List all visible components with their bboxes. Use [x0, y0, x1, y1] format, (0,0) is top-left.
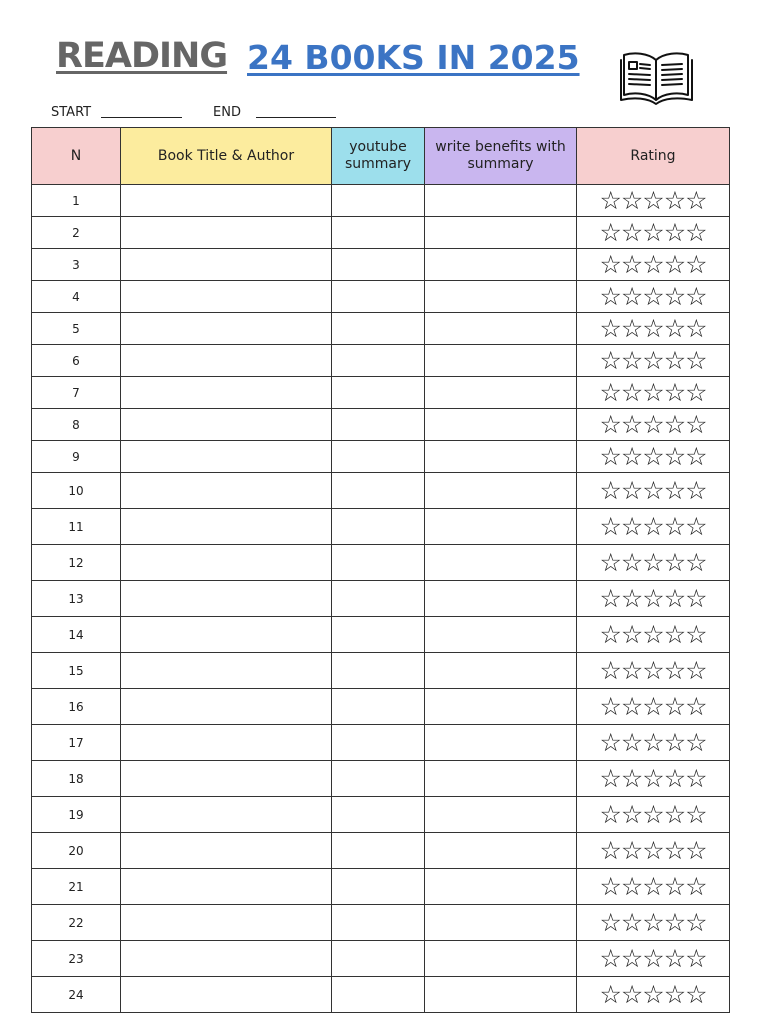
table-row: [32, 509, 730, 545]
row-number: 22: [32, 905, 121, 941]
youtube-summary-cell[interactable]: [332, 545, 425, 581]
row-number: 5: [32, 313, 121, 345]
table-row: [32, 217, 730, 249]
table-row: [32, 441, 730, 473]
table-row: [32, 249, 730, 281]
rating-stars[interactable]: ☆☆☆☆☆: [577, 725, 730, 761]
end-label: END: [213, 105, 241, 120]
book-title-author-cell[interactable]: [121, 941, 332, 977]
end-date-field[interactable]: [256, 117, 336, 118]
column-header-youtube-summary: youtube summary: [332, 128, 425, 185]
book-title-author-cell[interactable]: [121, 249, 332, 281]
benefits-summary-cell[interactable]: [425, 941, 577, 977]
benefits-summary-cell[interactable]: [425, 281, 577, 313]
rating-stars[interactable]: ☆☆☆☆☆: [577, 409, 730, 441]
book-title-author-cell[interactable]: [121, 689, 332, 725]
youtube-summary-cell[interactable]: [332, 313, 425, 345]
benefits-summary-cell[interactable]: [425, 833, 577, 869]
rating-stars[interactable]: ☆☆☆☆☆: [577, 689, 730, 725]
rating-stars[interactable]: ☆☆☆☆☆: [577, 545, 730, 581]
row-number: 9: [32, 441, 121, 473]
table-row: [32, 653, 730, 689]
benefits-summary-cell[interactable]: [425, 905, 577, 941]
row-number: 12: [32, 545, 121, 581]
book-title-author-cell[interactable]: [121, 345, 332, 377]
table-body: [32, 185, 730, 1013]
book-title-author-cell[interactable]: [121, 869, 332, 905]
benefits-summary-cell[interactable]: [425, 217, 577, 249]
row-number: 19: [32, 797, 121, 833]
start-date-field[interactable]: [101, 117, 182, 118]
title-goal: 24 B00KS IN 2025: [247, 38, 580, 77]
column-header-benefits: write benefits with summary: [425, 128, 577, 185]
youtube-summary-cell[interactable]: [332, 761, 425, 797]
rating-stars[interactable]: ☆☆☆☆☆: [577, 905, 730, 941]
book-title-author-cell[interactable]: [121, 281, 332, 313]
youtube-summary-cell[interactable]: [332, 689, 425, 725]
open-book-icon: [620, 48, 693, 108]
rating-stars[interactable]: ☆☆☆☆☆: [577, 345, 730, 377]
table-row: [32, 761, 730, 797]
youtube-summary-cell[interactable]: [332, 377, 425, 409]
book-title-author-cell[interactable]: [121, 761, 332, 797]
row-number: 1: [32, 185, 121, 217]
row-number: 4: [32, 281, 121, 313]
benefits-summary-cell[interactable]: [425, 725, 577, 761]
youtube-summary-cell[interactable]: [332, 941, 425, 977]
youtube-summary-cell[interactable]: [332, 473, 425, 509]
row-number: 14: [32, 617, 121, 653]
benefits-summary-cell[interactable]: [425, 377, 577, 409]
benefits-summary-cell[interactable]: [425, 581, 577, 617]
book-title-author-cell[interactable]: [121, 833, 332, 869]
rating-stars[interactable]: ☆☆☆☆☆: [577, 441, 730, 473]
book-title-author-cell[interactable]: [121, 185, 332, 217]
rating-stars[interactable]: ☆☆☆☆☆: [577, 473, 730, 509]
benefits-summary-cell[interactable]: [425, 977, 577, 1013]
benefits-summary-cell[interactable]: [425, 869, 577, 905]
table-row: [32, 409, 730, 441]
table-row: [32, 313, 730, 345]
youtube-summary-cell[interactable]: [332, 581, 425, 617]
book-title-author-cell[interactable]: [121, 905, 332, 941]
benefits-summary-cell[interactable]: [425, 689, 577, 725]
benefits-summary-cell[interactable]: [425, 473, 577, 509]
book-title-author-cell[interactable]: [121, 217, 332, 249]
table-row: [32, 689, 730, 725]
start-label: START: [51, 105, 92, 120]
book-title-author-cell[interactable]: [121, 509, 332, 545]
youtube-summary-cell[interactable]: [332, 185, 425, 217]
benefits-summary-cell[interactable]: [425, 441, 577, 473]
row-number: 20: [32, 833, 121, 869]
row-number: 23: [32, 941, 121, 977]
book-title-author-cell[interactable]: [121, 441, 332, 473]
rating-stars[interactable]: ☆☆☆☆☆: [577, 761, 730, 797]
table-row: [32, 977, 730, 1013]
benefits-summary-cell[interactable]: [425, 653, 577, 689]
row-number: 13: [32, 581, 121, 617]
youtube-summary-cell[interactable]: [332, 345, 425, 377]
table-header-row: [32, 128, 730, 185]
row-number: 10: [32, 473, 121, 509]
row-number: 16: [32, 689, 121, 725]
table-row: [32, 377, 730, 409]
book-title-author-cell[interactable]: [121, 977, 332, 1013]
rating-stars[interactable]: ☆☆☆☆☆: [577, 185, 730, 217]
youtube-summary-cell[interactable]: [332, 833, 425, 869]
youtube-summary-cell[interactable]: [332, 617, 425, 653]
row-number: 18: [32, 761, 121, 797]
row-number: 8: [32, 409, 121, 441]
benefits-summary-cell[interactable]: [425, 797, 577, 833]
benefits-summary-cell[interactable]: [425, 345, 577, 377]
rating-stars[interactable]: ☆☆☆☆☆: [577, 377, 730, 409]
youtube-summary-cell[interactable]: [332, 249, 425, 281]
table-row: [32, 725, 730, 761]
youtube-summary-cell[interactable]: [332, 797, 425, 833]
rating-stars[interactable]: ☆☆☆☆☆: [577, 581, 730, 617]
book-title-author-cell[interactable]: [121, 545, 332, 581]
table-row: [32, 345, 730, 377]
row-number: 3: [32, 249, 121, 281]
row-number: 15: [32, 653, 121, 689]
table-row: [32, 281, 730, 313]
benefits-summary-cell[interactable]: [425, 545, 577, 581]
youtube-summary-cell[interactable]: [332, 905, 425, 941]
row-number: 11: [32, 509, 121, 545]
youtube-summary-cell[interactable]: [332, 217, 425, 249]
row-number: 6: [32, 345, 121, 377]
book-title-author-cell[interactable]: [121, 725, 332, 761]
row-number: 24: [32, 977, 121, 1013]
rating-stars[interactable]: ☆☆☆☆☆: [577, 249, 730, 281]
table-row: [32, 833, 730, 869]
reading-log-table: [31, 127, 730, 1013]
row-number: 17: [32, 725, 121, 761]
youtube-summary-cell[interactable]: [332, 441, 425, 473]
title-reading: READING: [56, 36, 228, 76]
table-row: [32, 869, 730, 905]
rating-stars[interactable]: ☆☆☆☆☆: [577, 313, 730, 345]
book-title-author-cell[interactable]: [121, 581, 332, 617]
benefits-summary-cell[interactable]: [425, 249, 577, 281]
rating-stars[interactable]: ☆☆☆☆☆: [577, 617, 730, 653]
table-row: [32, 545, 730, 581]
rating-stars[interactable]: ☆☆☆☆☆: [577, 797, 730, 833]
rating-stars[interactable]: ☆☆☆☆☆: [577, 869, 730, 905]
column-header-title-author: Book Title & Author: [121, 128, 332, 185]
table-row: [32, 617, 730, 653]
youtube-summary-cell[interactable]: [332, 869, 425, 905]
table-row: [32, 797, 730, 833]
rating-stars[interactable]: ☆☆☆☆☆: [577, 281, 730, 313]
rating-stars[interactable]: ☆☆☆☆☆: [577, 977, 730, 1013]
benefits-summary-cell[interactable]: [425, 313, 577, 345]
column-header-number: N: [32, 128, 121, 185]
book-title-author-cell[interactable]: [121, 617, 332, 653]
youtube-summary-cell[interactable]: [332, 653, 425, 689]
youtube-summary-cell[interactable]: [332, 409, 425, 441]
book-title-author-cell[interactable]: [121, 377, 332, 409]
book-title-author-cell[interactable]: [121, 313, 332, 345]
book-title-author-cell[interactable]: [121, 473, 332, 509]
youtube-summary-cell[interactable]: [332, 281, 425, 313]
table-row: [32, 581, 730, 617]
benefits-summary-cell[interactable]: [425, 409, 577, 441]
row-number: 7: [32, 377, 121, 409]
table-row: [32, 473, 730, 509]
book-title-author-cell[interactable]: [121, 653, 332, 689]
book-title-author-cell[interactable]: [121, 409, 332, 441]
rating-stars[interactable]: ☆☆☆☆☆: [577, 509, 730, 545]
rating-stars[interactable]: ☆☆☆☆☆: [577, 941, 730, 977]
benefits-summary-cell[interactable]: [425, 761, 577, 797]
benefits-summary-cell[interactable]: [425, 185, 577, 217]
youtube-summary-cell[interactable]: [332, 725, 425, 761]
youtube-summary-cell[interactable]: [332, 977, 425, 1013]
rating-stars[interactable]: ☆☆☆☆☆: [577, 833, 730, 869]
rating-stars[interactable]: ☆☆☆☆☆: [577, 217, 730, 249]
book-title-author-cell[interactable]: [121, 797, 332, 833]
youtube-summary-cell[interactable]: [332, 509, 425, 545]
row-number: 2: [32, 217, 121, 249]
benefits-summary-cell[interactable]: [425, 617, 577, 653]
table-row: [32, 185, 730, 217]
rating-stars[interactable]: ☆☆☆☆☆: [577, 653, 730, 689]
benefits-summary-cell[interactable]: [425, 509, 577, 545]
row-number: 21: [32, 869, 121, 905]
table-row: [32, 941, 730, 977]
table-row: [32, 905, 730, 941]
column-header-rating: Rating: [577, 128, 730, 185]
